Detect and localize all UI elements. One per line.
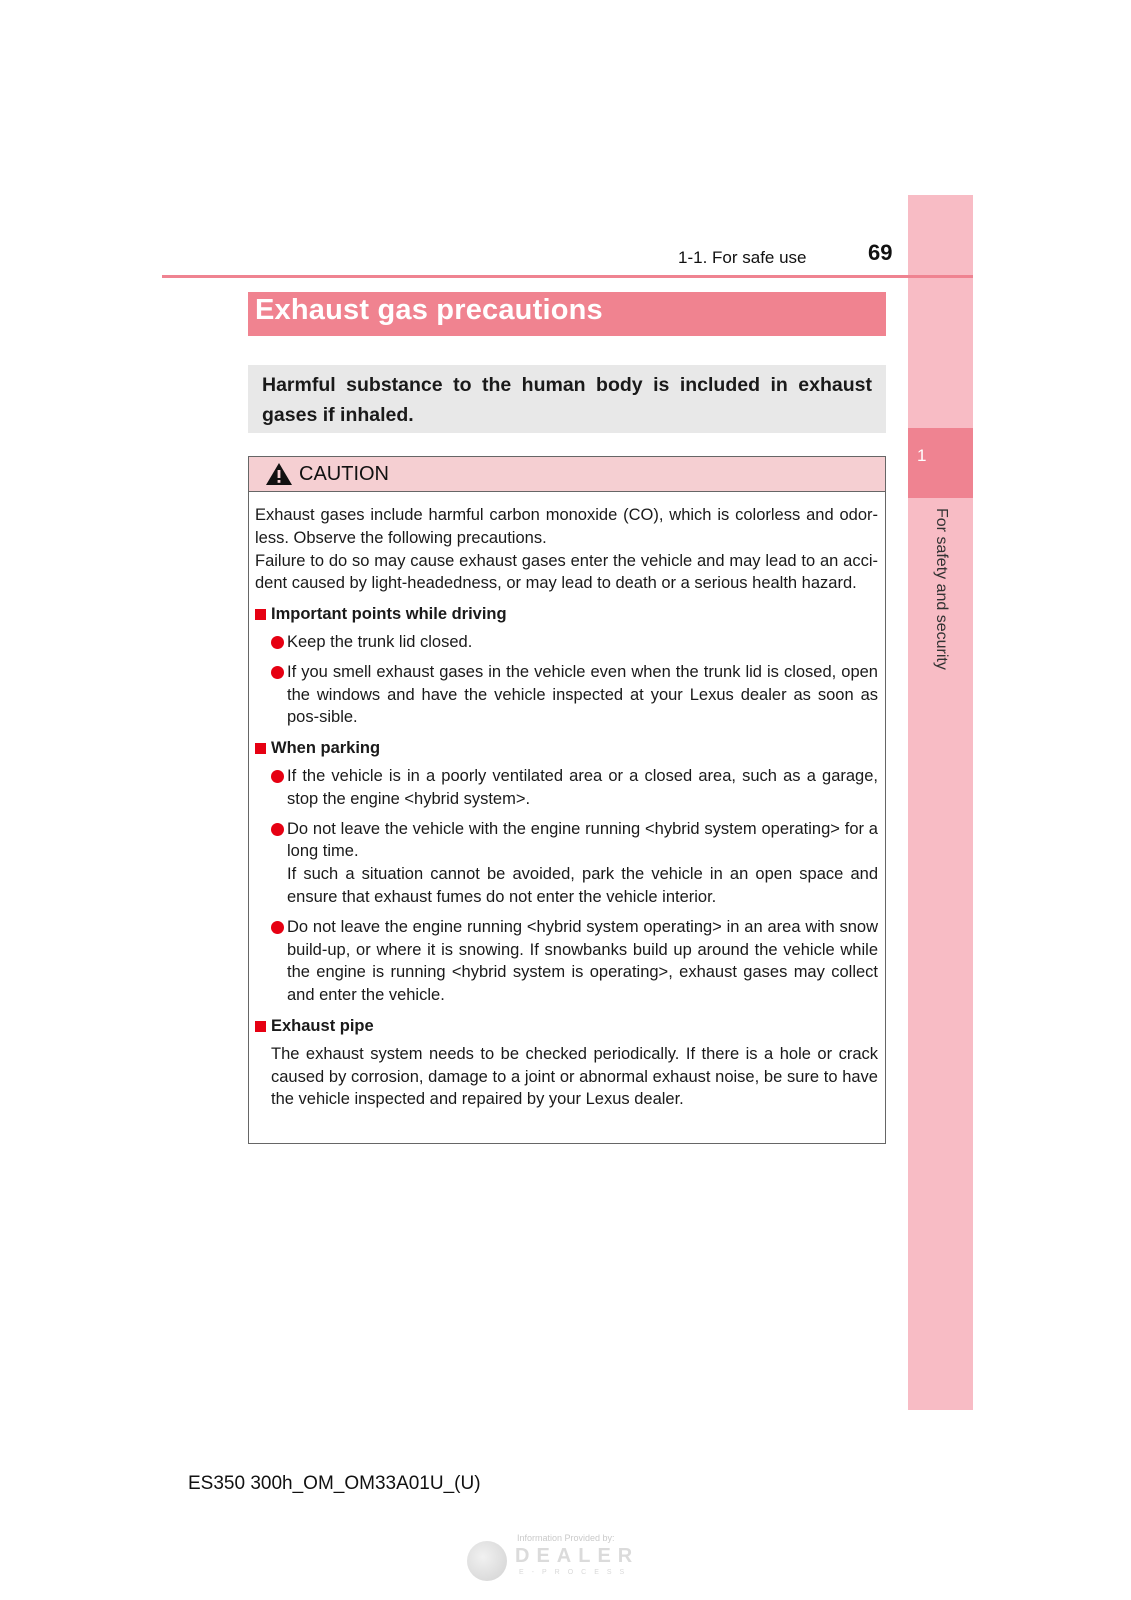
list-item <box>255 916 878 1007</box>
subheading-label: When parking <box>271 739 381 758</box>
caution-label: CAUTION <box>299 462 389 485</box>
chapter-number: 1 <box>908 428 973 498</box>
caution-header <box>249 457 885 492</box>
header-divider <box>162 275 973 278</box>
watermark-sub: E-PROCESS <box>519 1569 633 1576</box>
bullet-text: Keep the trunk lid closed. <box>287 632 473 651</box>
list-item <box>255 818 878 909</box>
dealer-watermark <box>467 1533 657 1583</box>
list-item <box>255 661 878 729</box>
subheading-label: Exhaust pipe <box>271 1016 374 1035</box>
subheading-parking <box>255 737 878 760</box>
caution-body <box>249 492 885 1111</box>
intro-box: Harmful substance to the human body is included in exhaust gases if inhaled. <box>248 365 886 433</box>
list-item <box>255 765 878 811</box>
subheading-exhaust-pipe <box>255 1015 878 1038</box>
warning-triangle-icon <box>265 462 293 486</box>
caution-intro-1: Exhaust gases include harmful carbon monoxide (CO), which is colorless and odor-less. Observe the following precautions. <box>255 506 878 547</box>
list-item <box>255 631 878 654</box>
watermark-caption: Information Provided by: <box>517 1533 615 1543</box>
bullet-text: If the vehicle is in a poorly ventilated area or a closed area, such as a garage, stop the engine <hybrid system>. <box>287 766 878 808</box>
dealer-logo-icon <box>467 1541 507 1581</box>
chapter-title-vertical: For safety and security <box>933 508 950 670</box>
caution-intro-2: Failure to do so may cause exhaust gases enter the vehicle and may lead to an acci-dent caused by light-headedness, or may lead to death or a serious health hazard. <box>255 551 878 593</box>
caution-box <box>248 456 886 1144</box>
subheading-label: Important points while driving <box>271 605 507 624</box>
document-code: ES350 300h_OM_OM33A01U_(U) <box>188 1473 481 1494</box>
page-number: 69 <box>868 240 893 265</box>
red-square-icon <box>255 743 266 754</box>
subheading-driving <box>255 603 878 626</box>
page-title: Exhaust gas precautions <box>255 294 603 326</box>
bullet-text: Do not leave the vehicle with the engine running <hybrid system operating> for a long time. <box>287 819 878 861</box>
red-dot-icon <box>271 770 284 783</box>
bullet-text: Do not leave the engine running <hybrid system operating> in an area with snow build-up, or where it is snowing. If snowbanks build up around the vehicle while the engine is running <hybrid system is operating>, exhaust gases may collect and enter the vehicle. <box>287 917 878 1005</box>
red-dot-icon <box>271 666 284 679</box>
title-bar <box>248 292 886 336</box>
red-square-icon <box>255 1021 266 1032</box>
red-dot-icon <box>271 823 284 836</box>
section-header: 1-1. For safe use <box>678 248 807 267</box>
watermark-name: DEALER <box>515 1545 640 1567</box>
red-dot-icon <box>271 636 284 649</box>
bullet-text: If you smell exhaust gases in the vehicle even when the trunk lid is closed, open the windows and have the vehicle inspected at your Lexus dealer as soon as pos-sible. <box>287 662 878 727</box>
exhaust-pipe-text: The exhaust system needs to be checked periodically. If there is a hole or crack caused by corrosion, damage to a joint or abnormal exhaust noise, be sure to have the vehicle inspected and repaired by your Lexus dealer. <box>271 1044 878 1109</box>
bullet-continuation: If such a situation cannot be avoided, park the vehicle in an open space and ensure that exhaust fumes do not enter the vehicle interior. <box>287 865 878 906</box>
red-dot-icon <box>271 921 284 934</box>
red-square-icon <box>255 609 266 620</box>
chapter-side-tab <box>908 195 973 1410</box>
